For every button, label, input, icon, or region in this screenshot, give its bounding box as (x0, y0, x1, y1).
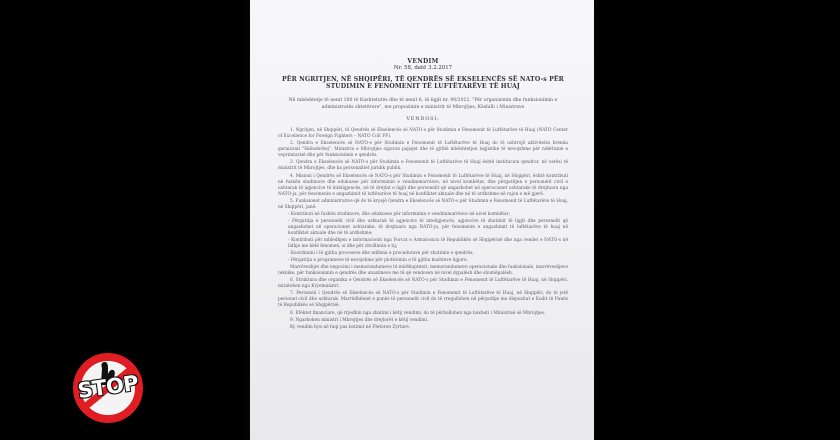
document-heading: VENDIM (407, 58, 439, 65)
document-title-line-2: STUDIMIN E FENOMENIT TË LUFTËTARËVE TË HUAJ (326, 83, 520, 90)
document-paragraph: 4. Misioni i Qendrës së Ekselencës së NATO-s për Studimin e Fenomenit të Luftëtarëve të Huaj, në Shqipëri, është kontributi në fushën studimore dhe edukuese për informimin e vendimmarrësve, në nivel kombëtar, dhe përgatitjen e personelit civil e ushtarak të agjencive të inteligjencës, në të drejtat e ligjit dhe personelit që angazhohet në operacionet ushtarake të drejtuara nga NATO-ja, për fenomenin e angazhimit të luftëtarëve të huaj në konfliktet aktuale dhe në të ardhshme në rajon e më gjerë. (278, 173, 568, 197)
document-vendosi: VENDOSI: (406, 116, 440, 123)
document-list-item: - Përgatitja e programeve të nevojshme për plotësimin e të gjitha kushteve ligjore. (288, 258, 468, 264)
document-paragraph: 8. Efektet financiare, që rrjedhin nga zbatimi i këtij vendimi, do të përballohen nga buxheti i Ministrisë së Mbrojtjes. (290, 310, 546, 316)
document-paragraph: Marrëveshjet dhe negocimi i memorandumeve të mirëkuptimit, memorandumeve operacionale dhe funksionale, marrëveshjeve teknike, për funksionimin e qendrës dhe unazimeve me të që vendosen në nivel dypalësh dhe shumëpalësh. (278, 265, 568, 277)
document-header (278, 58, 568, 90)
document-paragraph: 2. Qendra e Ekselencës së NATO-s për Studimin e Fenomenit të Luftëtarëve të Huaj do të ushtrojë aktivitetin brenda garnizonit "Skënderbej". Ministria e Mbrojtjes siguron pajisjet dhe të gjithë mbështetjen logjistike të nevojshme për ndërtimin e veprimtarisë dhe për funksionimin e qendrës. (278, 141, 568, 159)
document-paragraph: Ky vendim hyn në fuqi pas botimit në Fletoren Zyrtare. (290, 324, 411, 330)
document-list-item: - Kontributi për mbledhjen e informacionit nga Forcat e Armatosura të Republikës së Shqipërisë dhe nga vendet e NATO-s në lidhje me këtë fenomen, si dhe për zhvillimin e tij; (288, 237, 568, 250)
document-body (278, 58, 568, 332)
document-page (250, 0, 594, 440)
stop-logo (72, 352, 144, 424)
document-list-item: - Kontributi në fushën studimore, dhe edukuese për informimin e vendimmarrësve në nivel kombëtar; (288, 211, 511, 217)
document-paragraph: 7. Personeli i Qendrës së Ekselencës së NATO-s për Studimin e Fenomenit të Luftëtarëve të Huaj, në Shqipëri, do të jetë personel civil dhe ushtarak. Marrëdhëniet e punës të personelit civil do të rregullohen në përputhje me dispozitat e Kodit të Punës të Republikës së Shqipërisë. (278, 291, 568, 309)
document-paragraph: 6. Struktura dhe organika e Qendrës së Ekselencës së NATO-s për Studimin e Fenomenit të Luftëtarëve të Huaj, në Shqipëri, miratohen nga Kryeministri. (278, 278, 568, 290)
document-list-item: - Përgatitja e personelit civil dhe ushtarak të agjencive të inteligjencës, agjencive të zbatimit të ligjit dhe personelit që angazhohet në operacionet ushtarake, të drejtuara nga NATO-ja, për fenomenin e angazhimit të luftëtarëve të huaj në konfliktet aktuale dhe në të ardhshme; (288, 218, 568, 236)
document-paragraph: 3. Qendra e Ekselencës së NATO-s për Studimin e Fenomenit të Luftëtarëve të Huaj është institucion qendror, në varësi të ministrit të Mbrojtjes, dhe ka personalitet juridik publik. (278, 160, 568, 172)
document-paragraph: 1. Ngritjen, në Shqipëri, të Qendrës së Ekselencës së NATO-s për Studimin e Fenomenit të Luftëtarëve të Huaj (NATO Center of Excellence for Foreign Fighters – NATO CoE FF). (278, 128, 568, 140)
document-list-item: - Koordinimi i të gjitha proceseve dhe ndihma e procedurave për zbatimin e qendrës; (288, 251, 474, 257)
document-title-line-1: PËR NGRITJEN, NË SHQIPËRI, TË QENDRËS SË EKSELENCËS SË NATO-s PËR (282, 76, 564, 83)
document-intro: Në mbështetje të nenit 100 të Kushtetutës dhe të nenit 6, të ligjit nr. 90/2012, "Për organizimin dhe funksionimin e administratës shtetërore", me propozimin e ministrit të Mbrojtjes, Këshilli i Ministrave (288, 98, 558, 110)
document-number: Nr. 58, datë 3.2.2017 (393, 65, 453, 71)
logo-text: STOP (76, 370, 140, 404)
document-paragraph: 5. Funksionet administrative që do të kryejë Qendra e Ekselencës së NATO-s për Studimin e Fenomenit të Luftëtarëve të Huaj, në Shqipëri, janë: (278, 198, 568, 210)
document-paragraph: 9. Ngarkohen ministri i Mbrojtjes dhe drejtorët e këtij vendimi. (290, 317, 429, 323)
